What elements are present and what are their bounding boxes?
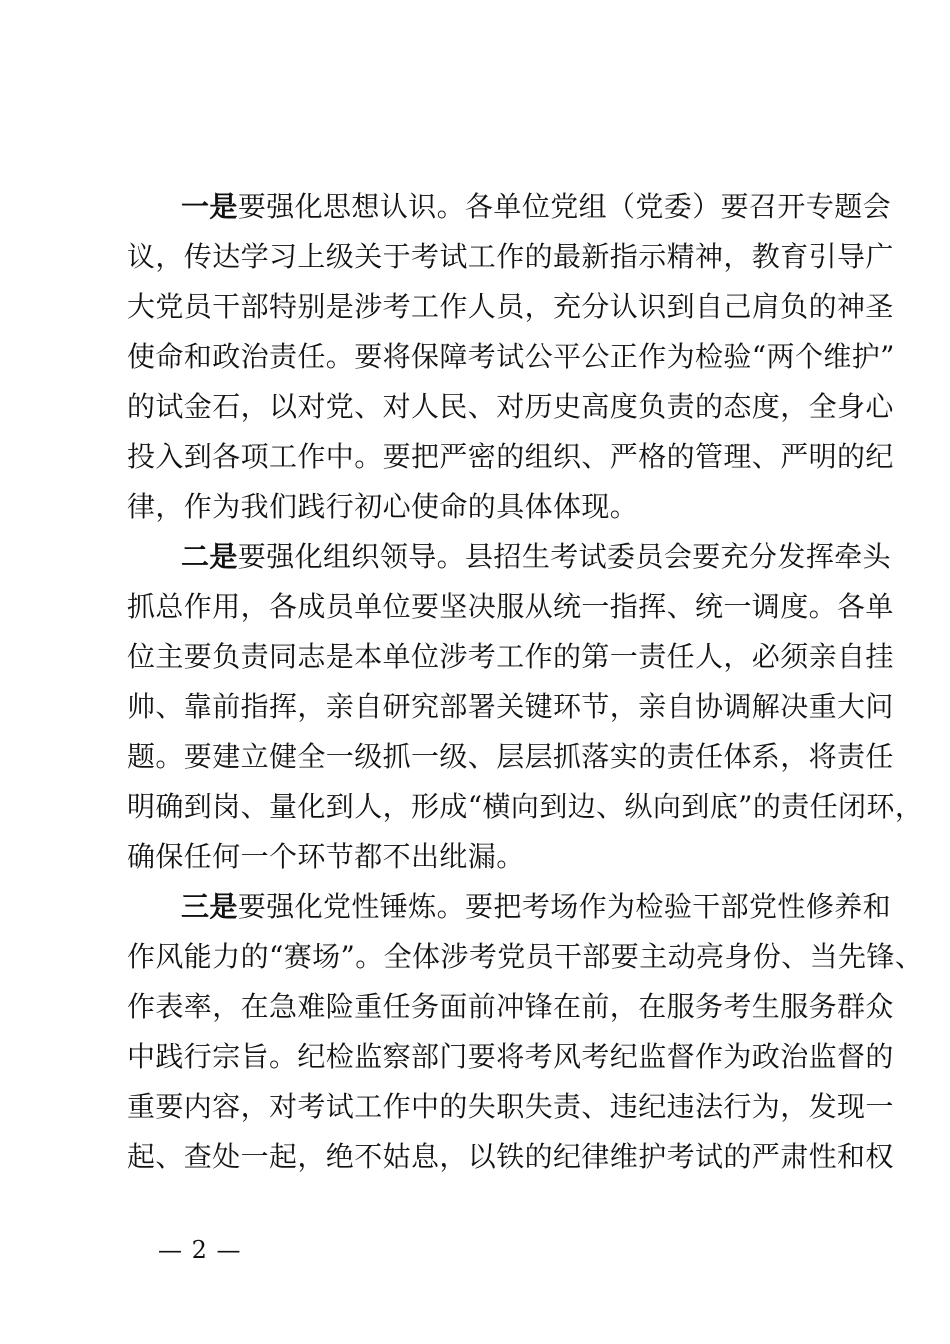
paragraph-2-line-1	[127, 532, 892, 582]
paragraph-2-text: 要强化组织领导。县招生考试委员会要充分发挥牵头	[237, 540, 892, 573]
paragraph-3-line-6: 起、查处一起，绝不姑息，以铁的纪律维护考试的严肃性和权	[127, 1140, 894, 1173]
paragraph-3-line-4: 中践行宗旨。纪检监察部门要将考风考纪监督作为政治监督的	[127, 1040, 894, 1073]
paragraph-1-text: 要强化思想认识。各单位党组（党委）要召开专题会	[237, 190, 892, 223]
paragraph-2-line-2: 抓总作用，各成员单位要坚决服从统一指挥、统一调度。各单	[127, 590, 894, 623]
paragraph-3-lead: 三是	[181, 890, 238, 923]
paragraph-1-line-6: 投入到各项工作中。要把严密的组织、严格的管理、严明的纪	[127, 440, 894, 473]
paragraph-2-line-5: 题。要建立健全一级抓一级、层层抓落实的责任体系，将责任	[127, 740, 894, 773]
paragraph-1-line-3: 大党员干部特别是涉考工作人员，充分认识到自己肩负的神圣	[127, 290, 894, 323]
page-number: — 2 —	[158, 1236, 242, 1264]
paragraph-1-line-7: 律，作为我们践行初心使命的具体体现。	[127, 490, 639, 523]
paragraph-2-line-3: 位主要负责同志是本单位涉考工作的第一责任人，必须亲自挂	[127, 640, 894, 673]
document-body	[127, 182, 924, 1182]
paragraph-3-line-3: 作表率，在急难险重任务面前冲锋在前，在服务考生服务群众	[127, 990, 894, 1023]
paragraph-3-text: 要强化党性锤炼。要把考场作为检验干部党性修养和	[237, 890, 892, 923]
paragraph-2-lead: 二是	[181, 540, 238, 573]
paragraph-2-line-7: 确保任何一个环节都不出纰漏。	[127, 840, 525, 873]
paragraph-2-line-4: 帅、靠前指挥，亲自研究部署关键环节，亲自协调解决重大问	[127, 690, 894, 723]
paragraph-3-line-1	[127, 882, 892, 932]
paragraph-2-line-6: 明确到岗、量化到人，形成“横向到边、纵向到底”的责任闭环，	[127, 790, 924, 823]
paragraph-3-line-2: 作风能力的“赛场”。全体涉考党员干部要主动亮身份、当先锋、	[127, 940, 924, 973]
paragraph-1-line-5: 的试金石，以对党、对人民、对历史高度负责的态度，全身心	[127, 390, 894, 423]
paragraph-1-line-4: 使命和政治责任。要将保障考试公平公正作为检验“两个维护”	[127, 340, 895, 373]
paragraph-1-line-2: 议，传达学习上级关于考试工作的最新指示精神，教育引导广	[127, 240, 894, 273]
paragraph-3-line-5: 重要内容，对考试工作中的失职失责、违纪违法行为，发现一	[127, 1090, 894, 1123]
paragraph-1-line-1	[127, 182, 892, 232]
paragraph-1-lead: 一是	[181, 190, 238, 223]
